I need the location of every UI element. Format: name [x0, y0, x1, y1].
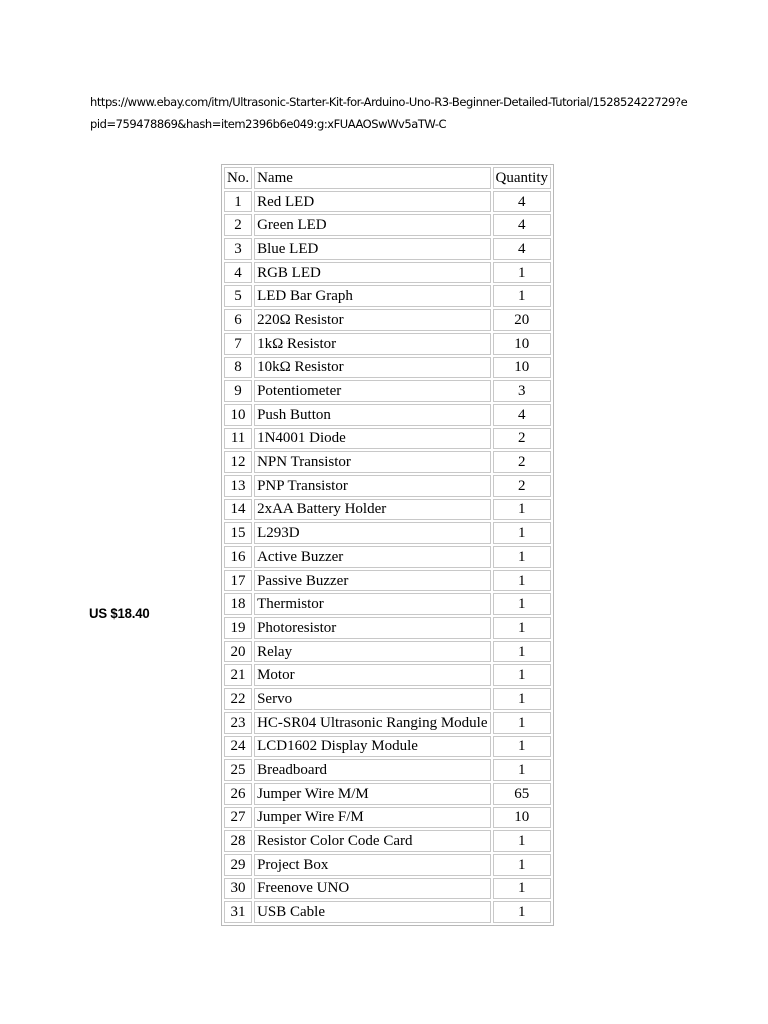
table-row: [224, 475, 551, 497]
row-number-cell: 1: [224, 191, 252, 213]
item-quantity-cell: 1: [493, 641, 552, 663]
item-name-cell: 10kΩ Resistor: [254, 357, 490, 379]
row-number-cell: 28: [224, 830, 252, 852]
row-number-cell: 27: [224, 807, 252, 829]
item-quantity-cell: 1: [493, 664, 552, 686]
item-name-cell: Freenove UNO: [254, 878, 490, 900]
item-quantity-cell: 1: [493, 736, 552, 758]
column-header-quantity: Quantity: [493, 167, 552, 189]
table-row: [224, 238, 551, 260]
table-row: [224, 878, 551, 900]
price-label: US $18.40: [89, 605, 150, 621]
table-row: [224, 499, 551, 521]
item-name-cell: Red LED: [254, 191, 490, 213]
item-quantity-cell: 2: [493, 428, 552, 450]
item-name-cell: 220Ω Resistor: [254, 309, 490, 331]
item-quantity-cell: 4: [493, 404, 552, 426]
column-header-no: No.: [224, 167, 252, 189]
item-quantity-cell: 1: [493, 830, 552, 852]
item-name-cell: Jumper Wire F/M: [254, 807, 490, 829]
table-row: [224, 830, 551, 852]
item-name-cell: Active Buzzer: [254, 546, 490, 568]
item-name-cell: Thermistor: [254, 593, 490, 615]
table-row: [224, 617, 551, 639]
row-number-cell: 31: [224, 901, 252, 923]
table-row: [224, 736, 551, 758]
item-quantity-cell: 10: [493, 807, 552, 829]
item-quantity-cell: 65: [493, 783, 552, 805]
item-name-cell: 1kΩ Resistor: [254, 333, 490, 355]
item-name-cell: NPN Transistor: [254, 451, 490, 473]
item-quantity-cell: 1: [493, 688, 552, 710]
table-row: [224, 570, 551, 592]
row-number-cell: 24: [224, 736, 252, 758]
row-number-cell: 30: [224, 878, 252, 900]
item-quantity-cell: 10: [493, 357, 552, 379]
row-number-cell: 22: [224, 688, 252, 710]
item-quantity-cell: 1: [493, 262, 552, 284]
table-row: [224, 309, 551, 331]
item-quantity-cell: 1: [493, 522, 552, 544]
item-name-cell: Project Box: [254, 854, 490, 876]
item-name-cell: Motor: [254, 664, 490, 686]
item-name-cell: LCD1602 Display Module: [254, 736, 490, 758]
row-number-cell: 4: [224, 262, 252, 284]
row-number-cell: 8: [224, 357, 252, 379]
item-name-cell: HC-SR04 Ultrasonic Ranging Module: [254, 712, 490, 734]
item-quantity-cell: 1: [493, 546, 552, 568]
item-quantity-cell: 20: [493, 309, 552, 331]
row-number-cell: 13: [224, 475, 252, 497]
row-number-cell: 7: [224, 333, 252, 355]
item-name-cell: Push Button: [254, 404, 490, 426]
item-name-cell: Servo: [254, 688, 490, 710]
row-number-cell: 20: [224, 641, 252, 663]
table-row: [224, 285, 551, 307]
row-number-cell: 19: [224, 617, 252, 639]
item-quantity-cell: 1: [493, 901, 552, 923]
row-number-cell: 6: [224, 309, 252, 331]
row-number-cell: 18: [224, 593, 252, 615]
item-name-cell: USB Cable: [254, 901, 490, 923]
item-quantity-cell: 10: [493, 333, 552, 355]
item-name-cell: Relay: [254, 641, 490, 663]
table-row: [224, 546, 551, 568]
item-quantity-cell: 1: [493, 759, 552, 781]
table-row: [224, 404, 551, 426]
row-number-cell: 14: [224, 499, 252, 521]
table-row: [224, 807, 551, 829]
table-row: [224, 854, 551, 876]
table-row: [224, 901, 551, 923]
item-quantity-cell: 2: [493, 451, 552, 473]
table-row: [224, 593, 551, 615]
item-quantity-cell: 1: [493, 617, 552, 639]
row-number-cell: 29: [224, 854, 252, 876]
item-quantity-cell: 2: [493, 475, 552, 497]
item-quantity-cell: 1: [493, 854, 552, 876]
table-row: [224, 451, 551, 473]
item-quantity-cell: 1: [493, 712, 552, 734]
item-name-cell: Green LED: [254, 214, 490, 236]
table-row: [224, 641, 551, 663]
row-number-cell: 9: [224, 380, 252, 402]
row-number-cell: 10: [224, 404, 252, 426]
table-row: [224, 262, 551, 284]
row-number-cell: 2: [224, 214, 252, 236]
row-number-cell: 26: [224, 783, 252, 805]
column-header-name: Name: [254, 167, 490, 189]
item-quantity-cell: 1: [493, 593, 552, 615]
item-quantity-cell: 4: [493, 214, 552, 236]
parts-list-table: [221, 164, 554, 926]
item-name-cell: L293D: [254, 522, 490, 544]
table-row: [224, 522, 551, 544]
item-name-cell: Breadboard: [254, 759, 490, 781]
item-name-cell: Resistor Color Code Card: [254, 830, 490, 852]
product-url-link[interactable]: https://www.ebay.com/itm/Ultrasonic-Starter-Kit-for-Arduino-Uno-R3-Beginner-Detailed-Tutorial/152852422729?epid=759478869&hash=item2396b6e049:g:xFUAAOSwWv5aTW-C: [90, 95, 688, 131]
table-row: [224, 214, 551, 236]
row-number-cell: 25: [224, 759, 252, 781]
item-name-cell: Potentiometer: [254, 380, 490, 402]
item-name-cell: 1N4001 Diode: [254, 428, 490, 450]
table-row: [224, 191, 551, 213]
row-number-cell: 5: [224, 285, 252, 307]
item-name-cell: Jumper Wire M/M: [254, 783, 490, 805]
row-number-cell: 23: [224, 712, 252, 734]
item-name-cell: LED Bar Graph: [254, 285, 490, 307]
item-quantity-cell: 1: [493, 285, 552, 307]
table-row: [224, 428, 551, 450]
item-name-cell: Photoresistor: [254, 617, 490, 639]
row-number-cell: 3: [224, 238, 252, 260]
row-number-cell: 17: [224, 570, 252, 592]
row-number-cell: 12: [224, 451, 252, 473]
table-row: [224, 688, 551, 710]
item-name-cell: 2xAA Battery Holder: [254, 499, 490, 521]
row-number-cell: 16: [224, 546, 252, 568]
item-quantity-cell: 4: [493, 238, 552, 260]
item-quantity-cell: 4: [493, 191, 552, 213]
item-name-cell: RGB LED: [254, 262, 490, 284]
item-quantity-cell: 1: [493, 499, 552, 521]
item-quantity-cell: 1: [493, 878, 552, 900]
table-row: [224, 759, 551, 781]
table-row: [224, 664, 551, 686]
table-row: [224, 783, 551, 805]
row-number-cell: 21: [224, 664, 252, 686]
item-quantity-cell: 1: [493, 570, 552, 592]
table-row: [224, 333, 551, 355]
table-row: [224, 712, 551, 734]
item-name-cell: PNP Transistor: [254, 475, 490, 497]
item-name-cell: Blue LED: [254, 238, 490, 260]
table-row: [224, 380, 551, 402]
row-number-cell: 15: [224, 522, 252, 544]
row-number-cell: 11: [224, 428, 252, 450]
item-name-cell: Passive Buzzer: [254, 570, 490, 592]
table-header-row: [224, 167, 551, 189]
table-row: [224, 357, 551, 379]
item-quantity-cell: 3: [493, 380, 552, 402]
